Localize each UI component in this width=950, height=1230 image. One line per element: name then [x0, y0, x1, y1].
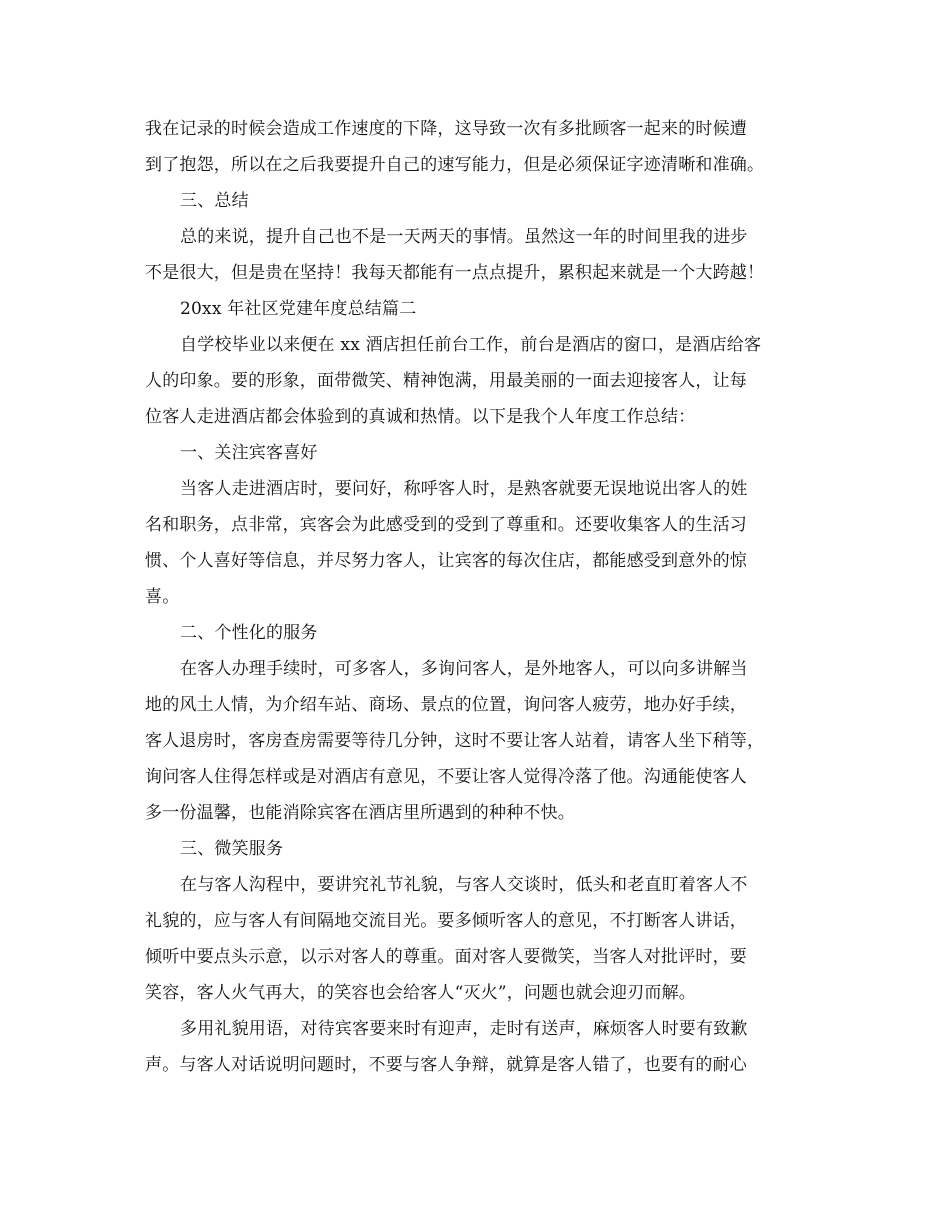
text-line: 位客人走进酒店都会体验到的真诚和热情。以下是我个人年度工作总结： [145, 407, 696, 427]
text-line: 当客人走进酒店时，要问好，称呼客人时，是熟客就要无误地说出客人的姓 [180, 479, 748, 499]
text-line: 礼貌的，应与客人有间隔地交流目光。要多倾听客人的意见，不打断客人讲话， [145, 911, 747, 931]
text-line: 倾听中要点头示意，以示对客人的尊重。面对客人要微笑，当客人对批评时，要 [145, 947, 747, 967]
section-heading: 二、个性化的服务 [180, 623, 318, 643]
text-line: 声。与客人对话说明问题时，不要与客人争辩，就算是客人错了，也要有的耐心 [145, 1055, 747, 1075]
text-line: 客人退房时，客房查房需要等待几分钟，这时不要让客人站着，请客人坐下稍等， [145, 731, 765, 751]
text-line: 笑容，客人火气再大，的笑容也会给客人“灭火”，问题也就会迎刃而解。 [145, 983, 696, 1003]
text-line: 多一份温馨，也能消除宾客在酒店里所遇到的种种不快。 [145, 803, 575, 823]
text-line: 多用礼貌用语，对待宾客要来时有迎声，走时有送声，麻烦客人时要有致歉 [180, 1019, 748, 1039]
text-line: 到了抱怨，所以在之后我要提升自己的速写能力，但是必须保证字迹清晰和准确。 [145, 155, 765, 175]
text-line: 我在记录的时候会造成工作速度的下降，这导致一次有多批顾客一起来的时候遭 [145, 119, 747, 139]
text-line: 喜。 [145, 587, 180, 607]
text-line: 惯、个人喜好等信息，并尽努力客人，让宾客的每次住店，都能感受到意外的惊 [145, 551, 747, 571]
text-line: 总的来说，提升自己也不是一天两天的事情。虽然这一年的时间里我的进步 [180, 227, 748, 247]
text-line: 人的印象。要的形象，面带微笑、精神饱满，用最美丽的一面去迎接客人，让每 [145, 371, 747, 391]
text-line: 不是很大，但是贵在坚持！我每天都能有一点点提升，累积起来就是一个大跨越！ [145, 263, 765, 283]
section-heading: 三、总结 [180, 191, 249, 211]
section-heading: 一、关注宾客喜好 [180, 443, 318, 463]
text-line: 在与客人沟程中，要讲究礼节礼貌，与客人交谈时，低头和老直盯着客人不 [180, 875, 748, 895]
text-line: 询问客人住得怎样或是对酒店有意见，不要让客人觉得冷落了他。沟通能使客人 [145, 767, 747, 787]
section-heading: 三、微笑服务 [180, 839, 284, 859]
text-line: 在客人办理手续时，可多客人，多询问客人，是外地客人，可以向多讲解当 [180, 659, 748, 679]
text-line: 地的风土人情，为介绍车站、商场、景点的位置，询问客人疲劳，地办好手续， [145, 695, 747, 715]
article-title: 20xx 年社区党建年度总结篇二 [180, 299, 417, 319]
text-line: 名和职务，点非常，宾客会为此感受到的受到了尊重和。还要收集客人的生活习 [145, 515, 747, 535]
text-line: 自学校毕业以来便在 xx 酒店担任前台工作，前台是酒店的窗口，是酒店给客 [180, 335, 762, 355]
